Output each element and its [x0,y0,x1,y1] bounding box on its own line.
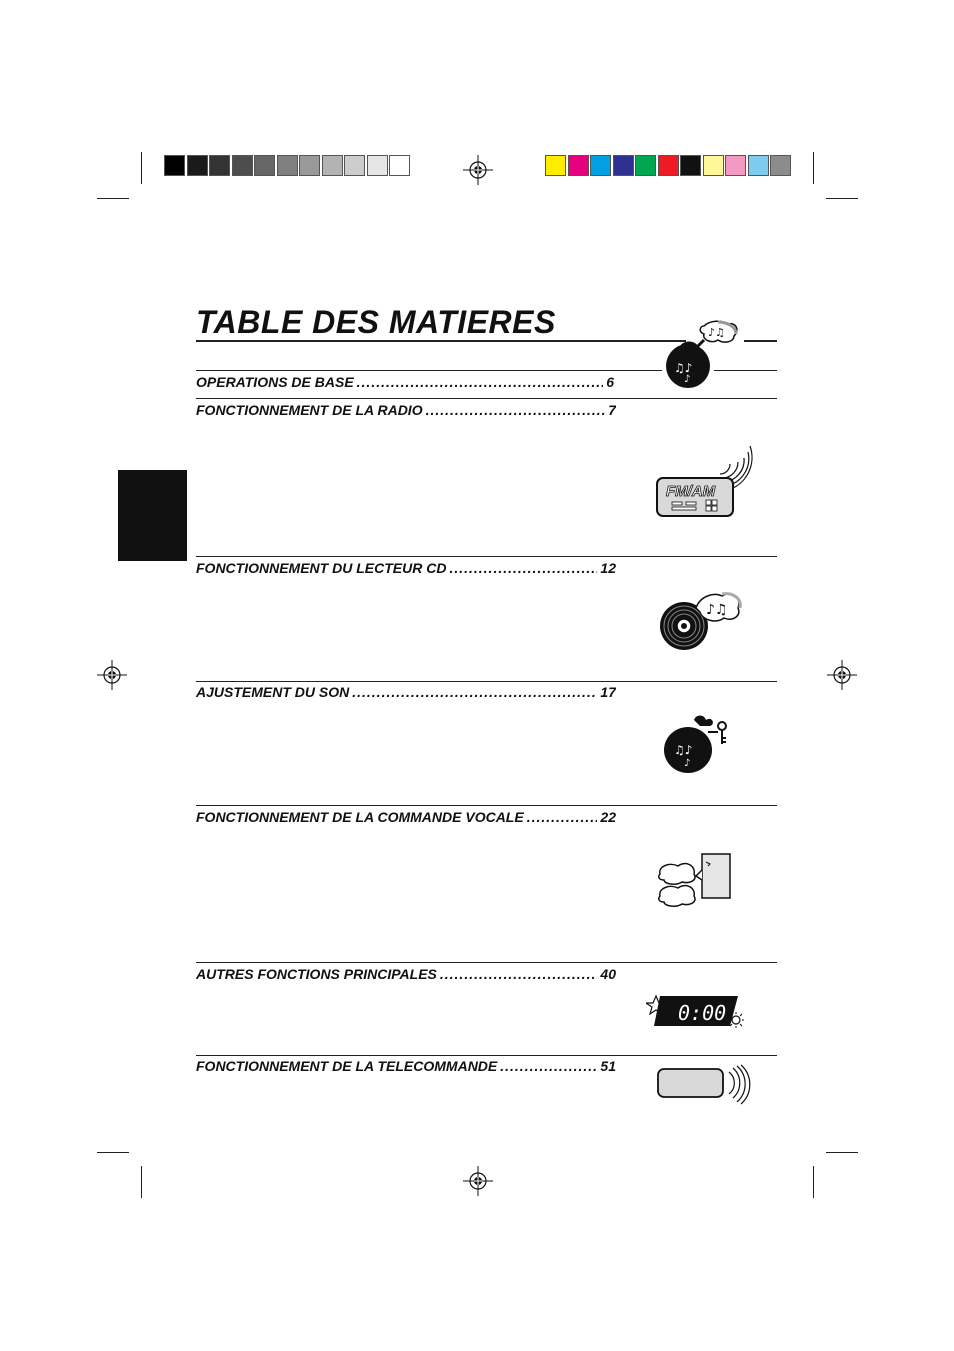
crop-mark [813,1166,814,1198]
sound-bag-icon [660,712,734,776]
toc-leader-dots [426,402,606,418]
toc-entry-label: FONCTIONNEMENT DE LA COMMANDE VOCALE [196,809,524,825]
section-divider [196,1055,777,1056]
registration-target-icon [463,1166,493,1196]
toc-entry[interactable] [196,1058,616,1074]
grayscale-swatch [187,155,208,176]
color-swatch [635,155,656,176]
section-tab [118,470,187,561]
svg-text:♫♪: ♫♪ [674,743,693,757]
toc-entry[interactable] [196,374,614,390]
toc-entry[interactable] [196,966,616,982]
crop-mark [826,198,858,199]
title-underline [196,340,686,342]
grayscale-swatch [209,155,230,176]
toc-entry-label: FONCTIONNEMENT DU LECTEUR CD [196,560,447,576]
toc-leader-dots [527,809,598,825]
section-divider [196,681,777,682]
clock-display-text: 0:00 [678,1001,727,1025]
crop-mark [813,152,814,184]
toc-entry-page: 17 [600,684,616,700]
color-swatch [568,155,589,176]
color-swatch [590,155,611,176]
toc-entry-page: 22 [600,809,616,825]
clock-display-icon [646,990,746,1030]
toc-entry[interactable] [196,809,616,825]
remote-control-icon [655,1064,751,1108]
color-swatch [545,155,566,176]
svg-text:♫♪: ♫♪ [674,361,693,375]
toc-entry-page: 7 [608,402,616,418]
grayscale-swatch [232,155,253,176]
radio-display-text: FM/AM [666,483,716,500]
toc-entry-label: FONCTIONNEMENT DE LA RADIO [196,402,423,418]
svg-text:♪♫: ♪♫ [708,326,725,339]
svg-text:♪♫: ♪♫ [706,602,728,618]
toc-entry-page: 12 [600,560,616,576]
grayscale-swatch [164,155,185,176]
cd-disc-icon [656,586,746,656]
grayscale-swatch [299,155,320,176]
crop-mark [97,1152,129,1153]
color-swatch [680,155,701,176]
crop-mark [141,1166,142,1198]
toc-entry[interactable] [196,560,616,576]
registration-target-icon [463,155,493,185]
section-divider [196,398,777,399]
title-underline-right [744,340,777,342]
toc-leader-dots [449,560,597,576]
toc-entry[interactable] [196,402,616,418]
grayscale-swatch [277,155,298,176]
toc-leader-dots [440,966,598,982]
color-swatch [703,155,724,176]
section-divider [196,962,777,963]
toc-entry-label: FONCTIONNEMENT DE LA TELECOMMANDE [196,1058,498,1074]
svg-text:♪: ♪ [684,758,691,769]
toc-entry[interactable] [196,684,616,700]
color-swatch [725,155,746,176]
crop-mark [826,1152,858,1153]
toc-leader-dots [500,1058,597,1074]
voice-command-icon [656,852,736,912]
registration-target-icon [827,660,857,690]
toc-entry-page: 6 [606,374,614,390]
toc-leader-dots [357,374,604,390]
toc-entry-label: AJUSTEMENT DU SON [196,684,350,700]
color-swatch [658,155,679,176]
section-divider [196,556,777,557]
fm-am-radio-icon [654,440,754,520]
crop-mark [141,152,142,184]
toc-entry-page: 51 [600,1058,616,1074]
grayscale-swatch [389,155,410,176]
grayscale-swatch [344,155,365,176]
grayscale-swatch [367,155,388,176]
section-divider [196,370,662,371]
toc-entry-page: 40 [600,966,616,982]
registration-target-icon [97,660,127,690]
toc-entry-label: AUTRES FONCTIONS PRINCIPALES [196,966,437,982]
section-divider [196,805,777,806]
crop-mark [97,198,129,199]
color-swatch [770,155,791,176]
toc-leader-dots [352,684,597,700]
grayscale-swatch [254,155,275,176]
music-bag-icon [660,318,744,392]
grayscale-swatch [322,155,343,176]
svg-text:♪: ♪ [684,374,691,385]
color-swatch [613,155,634,176]
toc-entry-label: OPERATIONS DE BASE [196,374,354,390]
color-swatch [748,155,769,176]
page-title: TABLE DES MATIERES [196,304,556,340]
